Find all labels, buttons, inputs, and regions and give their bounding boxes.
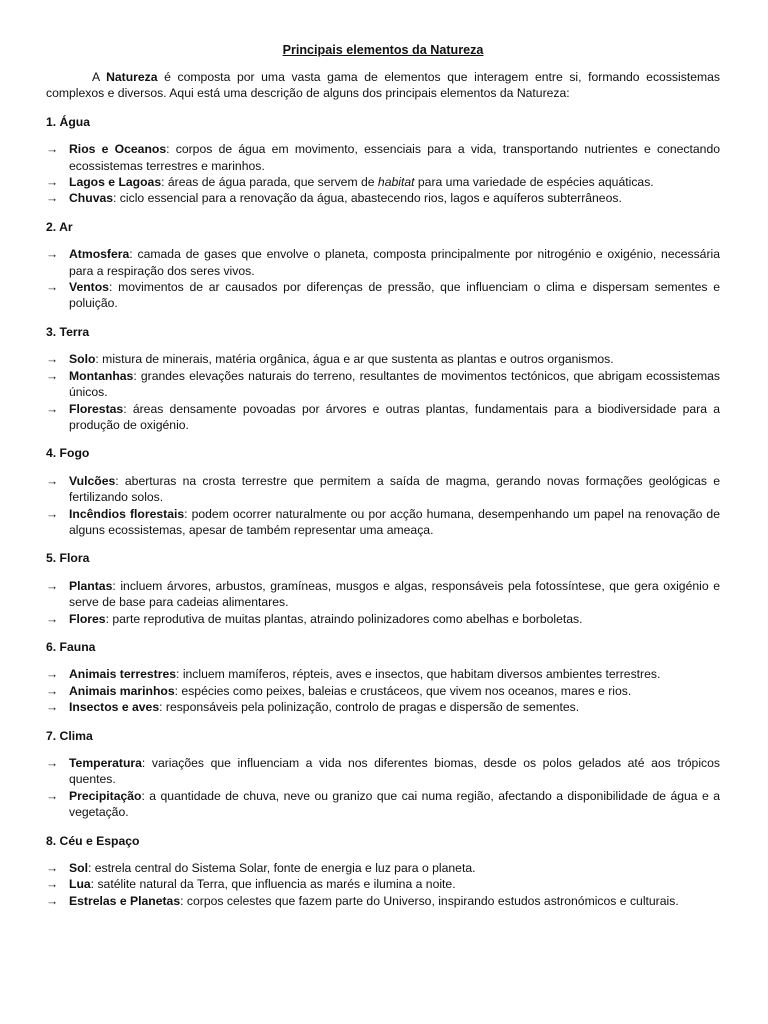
sections-container	[46, 114, 720, 909]
document-page	[46, 42, 720, 921]
item-description: : corpos de água em movimento, essenciais para a vida, transportando nutrientes e conectando ecossistemas terrestres e marinhos.	[69, 142, 721, 173]
section-list	[46, 578, 720, 627]
list-item	[46, 860, 720, 876]
arrow-right-icon: →	[46, 352, 59, 367]
list-item	[46, 788, 720, 821]
arrow-right-icon: →	[46, 611, 59, 626]
arrow-right-icon: →	[46, 861, 59, 876]
list-item	[46, 174, 720, 190]
item-term: Animais marinhos	[69, 683, 175, 698]
section-title: 6. Fauna	[46, 639, 96, 654]
item-term: Solo	[69, 352, 96, 367]
section-title: 4. Fogo	[46, 446, 90, 461]
item-term: Lagos e Lagoas	[69, 175, 162, 190]
item-italic: habitat	[377, 175, 415, 190]
item-description: : mistura de minerais, matéria orgânica, água e ar que sustenta as plantas e outros organismos.	[95, 352, 614, 367]
item-description: : variações que influenciam a vida nos diferentes biomas, desde os polos gelados até aos trópicos quentes.	[69, 756, 720, 787]
item-term: Insectos e aves	[69, 700, 160, 715]
item-description: : a quantidade de chuva, neve ou granizo que cai numa região, afectando a disponibilidade de água e a vegetação.	[69, 788, 720, 820]
list-item	[46, 401, 720, 434]
item-term: Lua	[69, 877, 91, 892]
list-item	[46, 279, 720, 312]
item-term: Rios e Oceanos	[69, 142, 167, 157]
arrow-right-icon: →	[46, 142, 59, 157]
intro-post: é composta por uma vasta gama de elementos que interagem entre si, formando ecossistemas complexos e diversos. Aqui está uma descrição de alguns dos principais elementos da Natureza:	[46, 70, 721, 101]
item-description: : corpos celestes que fazem parte do Universo, inspirando estudos astronómicos e culturais.	[180, 893, 679, 908]
item-term: Atmosfera	[69, 247, 130, 262]
arrow-right-icon: →	[46, 788, 59, 803]
item-term: Sol	[69, 861, 88, 876]
arrow-right-icon: →	[46, 175, 59, 190]
arrow-right-icon: →	[46, 893, 59, 908]
section-list	[46, 351, 720, 433]
item-term: Incêndios florestais	[69, 506, 185, 521]
section-list	[46, 141, 720, 207]
arrow-right-icon: →	[46, 700, 59, 715]
item-term: Estrelas e Planetas	[69, 893, 181, 908]
list-item	[46, 351, 720, 367]
arrow-right-icon: →	[46, 280, 59, 295]
intro-bold: Natureza	[106, 70, 158, 84]
intro-pre: A	[92, 70, 107, 84]
item-description: : áreas de água parada, que servem de	[161, 175, 378, 190]
section-title: 5. Flora	[46, 551, 90, 566]
item-description-continued: para uma variedade de espécies aquáticas.	[414, 175, 654, 190]
item-description: : satélite natural da Terra, que influencia as marés e ilumina a noite.	[90, 877, 456, 892]
item-description: : incluem árvores, arbustos, gramíneas, musgos e algas, responsáveis pela fotossíntese, que gera oxigénio e serve de base para cadeias alimentares.	[69, 578, 720, 610]
arrow-right-icon: →	[46, 667, 59, 682]
arrow-right-icon: →	[46, 401, 59, 416]
list-item	[46, 611, 720, 627]
list-item	[46, 876, 720, 892]
list-item	[46, 578, 720, 611]
list-item	[46, 755, 720, 788]
item-term: Precipitação	[69, 788, 142, 803]
section-list	[46, 666, 720, 715]
item-description: : grandes elevações naturais do terreno, resultantes de movimentos tectónicos, que abrigam ecossistemas únicos.	[69, 368, 720, 400]
arrow-right-icon: →	[46, 473, 59, 488]
intro-paragraph	[46, 69, 720, 102]
list-item	[46, 893, 720, 909]
item-term: Plantas	[69, 578, 113, 593]
item-description: : áreas densamente povoadas por árvores e outras plantas, fundamentais para a biodiversidade para a produção de oxigénio.	[69, 401, 720, 432]
item-description: : parte reprodutiva de muitas plantas, atraindo polinizadores como abelhas e borboletas.	[105, 611, 583, 626]
section-title: 7. Clima	[46, 728, 93, 743]
list-item	[46, 141, 720, 174]
section-list	[46, 473, 720, 539]
item-term: Chuvas	[69, 191, 114, 206]
list-item	[46, 473, 720, 506]
item-description: : responsáveis pela polinização, controlo de pragas e dispersão de sementes.	[159, 700, 580, 715]
item-term: Temperatura	[69, 756, 142, 770]
section-list	[46, 860, 720, 909]
item-description: : espécies como peixes, baleias e crustáceos, que vivem nos oceanos, mares e rios.	[174, 683, 632, 698]
list-item	[46, 368, 720, 401]
item-term: Vulcões	[69, 473, 116, 488]
arrow-right-icon: →	[46, 877, 59, 892]
list-item	[46, 683, 720, 699]
item-term: Montanhas	[69, 368, 134, 383]
item-term: Flores	[69, 611, 106, 626]
arrow-right-icon: →	[46, 191, 59, 206]
list-item	[46, 699, 720, 715]
arrow-right-icon: →	[46, 683, 59, 698]
section-title: 2. Ar	[46, 219, 73, 234]
arrow-right-icon: →	[46, 578, 59, 593]
section-title: 1. Água	[46, 114, 91, 129]
item-description: : incluem mamíferos, répteis, aves e insectos, que habitam diversos ambientes terrestres.	[176, 667, 661, 682]
list-item	[46, 246, 720, 279]
item-term: Animais terrestres	[69, 667, 177, 682]
section-list	[46, 246, 720, 312]
arrow-right-icon: →	[46, 247, 59, 262]
section-list	[46, 755, 720, 821]
document-title: Principais elementos da Natureza	[282, 43, 484, 57]
section-title: 8. Céu e Espaço	[46, 833, 140, 848]
list-item	[46, 506, 720, 539]
item-description: : podem ocorrer naturalmente ou por acção humana, desempenhando um papel na renovação de alguns ecossistemas, apesar de também representar uma ameaça.	[69, 506, 720, 537]
list-item	[46, 190, 720, 206]
item-description: : aberturas na crosta terrestre que permitem a saída de magma, gerando novas formações geológicas e fertilizando solos.	[69, 473, 720, 505]
item-description: : estrela central do Sistema Solar, fonte de energia e luz para o planeta.	[87, 861, 476, 876]
item-term: Florestas	[69, 401, 124, 416]
item-term: Ventos	[69, 280, 109, 295]
arrow-right-icon: →	[46, 368, 59, 383]
list-item	[46, 666, 720, 682]
item-description: : camada de gases que envolve o planeta, composta principalmente por nitrogénio e oxigénio, necessária para a respiração dos seres vivos.	[69, 247, 720, 278]
arrow-right-icon: →	[46, 506, 59, 521]
section-title: 3. Terra	[46, 324, 90, 339]
item-description: : ciclo essencial para a renovação da água, abastecendo rios, lagos e aquíferos subterrâneos.	[113, 191, 622, 206]
arrow-right-icon: →	[46, 756, 59, 770]
item-description: : movimentos de ar causados por diferenças de pressão, que influenciam o clima e dispersam sementes e poluição.	[69, 280, 720, 311]
